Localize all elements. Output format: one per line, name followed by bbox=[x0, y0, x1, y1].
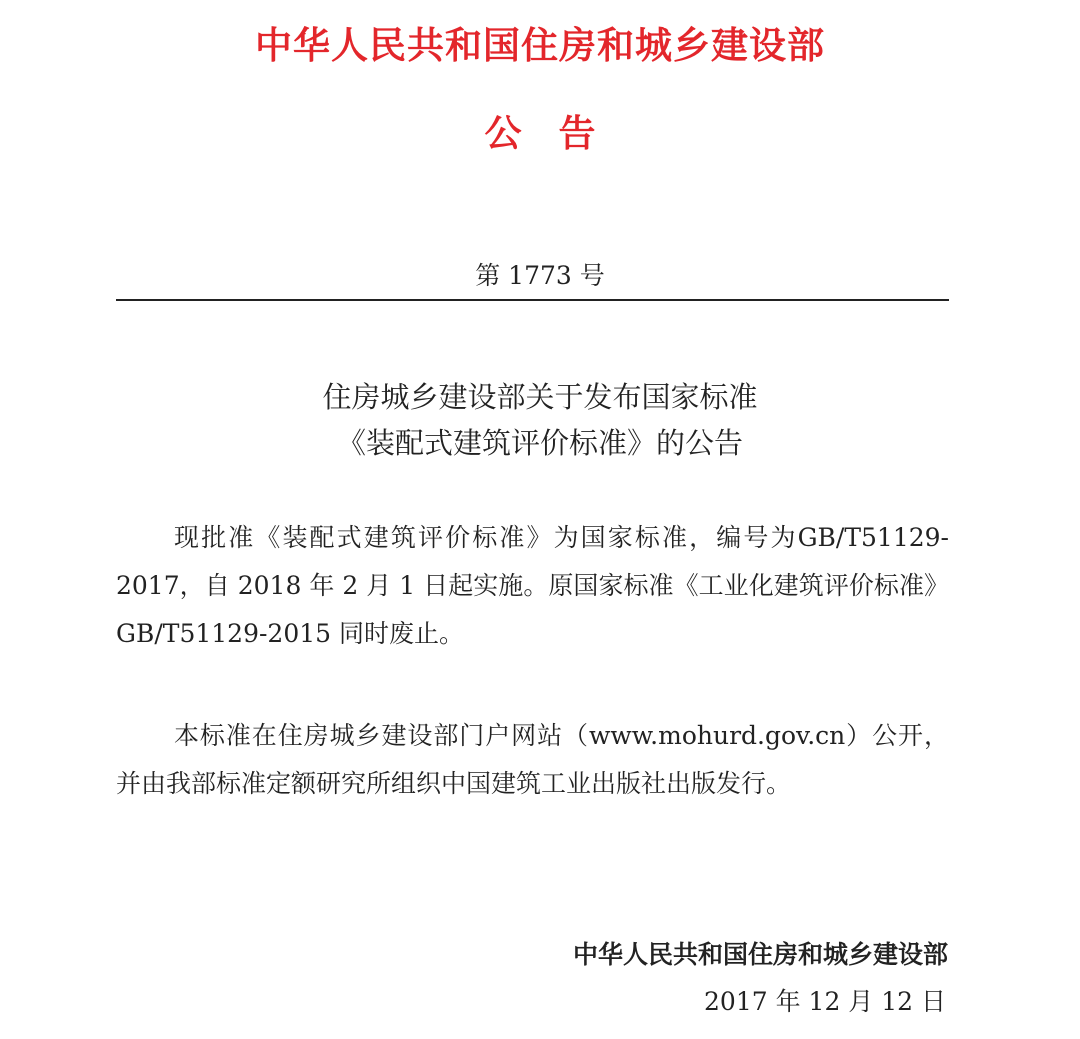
signature-date: 2017 年 12 月 12 日 bbox=[704, 987, 946, 1016]
header-divider bbox=[116, 299, 949, 301]
subject-line-1: 住房城乡建设部关于发布国家标准 bbox=[322, 380, 758, 414]
signature-organization: 中华人民共和国住房和城乡建设部 bbox=[572, 940, 948, 969]
body-paragraph-1: 现批准《装配式建筑评价标准》为国家标准，编号为GB/T51129-2017，自 2018 年 2 月 1 日起实施。原国家标准《工业化建筑评价标准》GB/T51129-2015 同时废止。 bbox=[116, 523, 949, 648]
document-number: 第 1773 号 bbox=[475, 261, 605, 290]
subject-title bbox=[0, 374, 1080, 466]
issuer-header: 中华人民共和国住房和城乡建设部 bbox=[255, 24, 825, 67]
subject-line-2: 《装配式建筑评价标准》的公告 bbox=[336, 426, 743, 460]
body-paragraph-2: 本标准在住房城乡建设部门户网站（www.mohurd.gov.cn）公开，并由我部标准定额研究所组织中国建筑工业出版社出版发行。 bbox=[116, 721, 949, 798]
notice-label: 公 告 bbox=[484, 112, 596, 155]
